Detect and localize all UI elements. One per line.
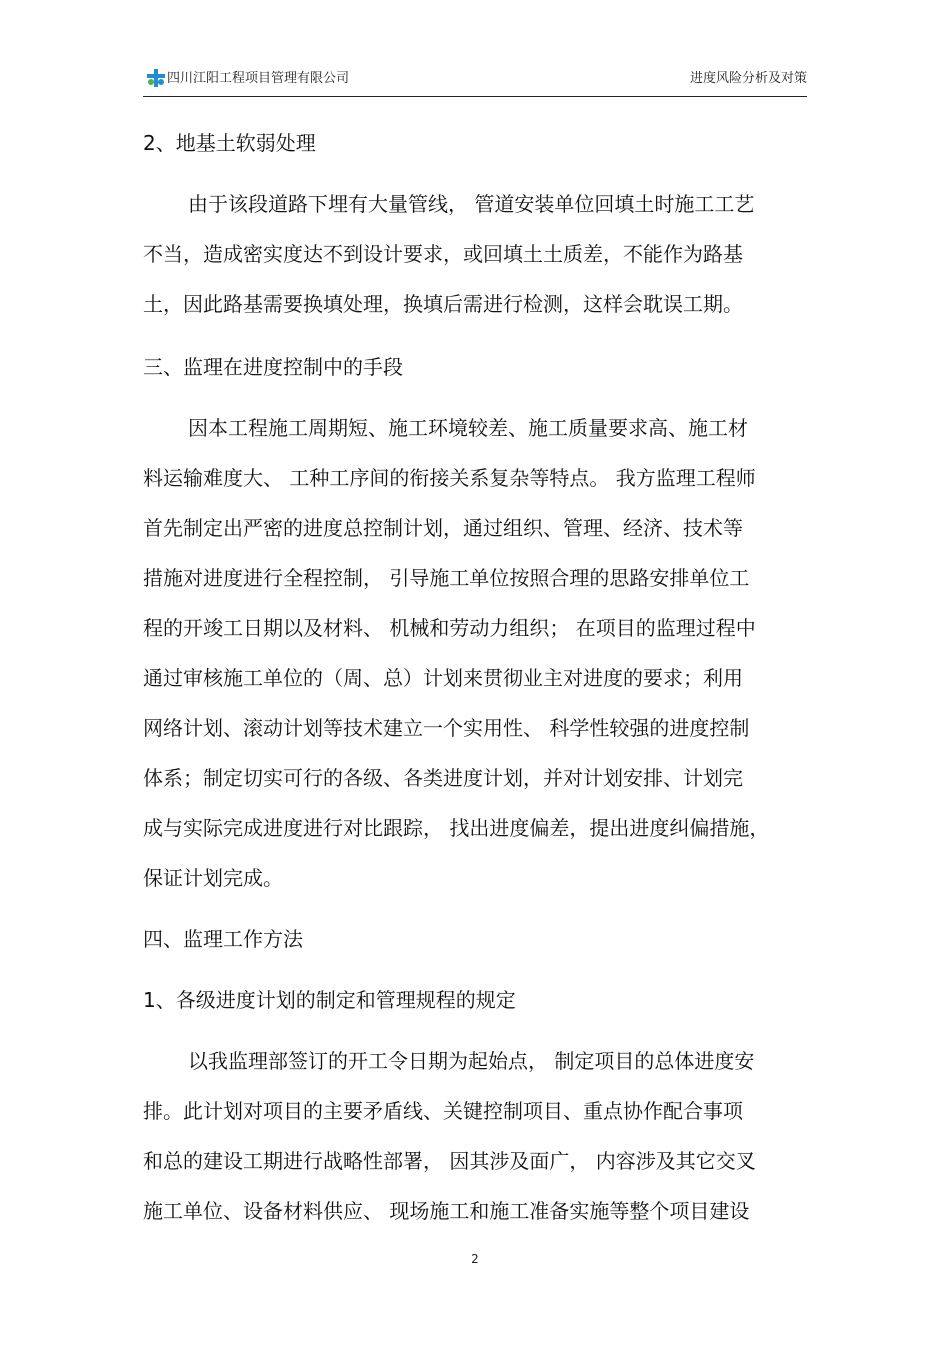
paragraph-line: 措施对进度进行全程控制， 引导施工单位按照合理的思路安排单位工 (143, 566, 750, 590)
paragraph-line: 首先制定出严密的进度总控制计划，通过组织、管理、经济、技术等 (143, 516, 743, 540)
paragraph-line: 排。此计划对项目的主要矛盾线、关键控制项目、重点协作配合事项 (143, 1099, 743, 1123)
page-number: 2 (471, 1252, 479, 1266)
paragraph-line: 和总的建设工期进行战略性部署， 因其涉及面广， 内容涉及其它交叉 (143, 1149, 756, 1173)
paragraph-line: 土，因此路基需要换填处理，换填后需进行检测，这样会耽误工期。 (143, 292, 743, 316)
paragraph-line: 网络计划、滚动计划等技术建立一个实用性、 科学性较强的进度控制 (143, 716, 750, 740)
paragraph-line: 程的开竣工日期以及材料、 机械和劳动力组织； 在项目的监理过程中 (143, 616, 756, 640)
section-heading-3: 三、监理在进度控制中的手段 (143, 355, 403, 379)
paragraph-line: 以我监理部签订的开工令日期为起始点， 制定项目的总体进度安 (188, 1049, 755, 1073)
paragraph-line: 因本工程施工周期短、施工环境较差、施工质量要求高、施工材 (188, 416, 748, 440)
paragraph-line: 保证计划完成。 (143, 866, 283, 890)
subheading-plan-rules: 1、各级进度计划的制定和管理规程的规定 (143, 988, 516, 1012)
header-section-title: 进度风险分析及对策 (689, 71, 807, 86)
page-header (143, 62, 807, 97)
paragraph-line: 施工单位、设备材料供应、 现场施工和施工准备实施等整个项目建设 (143, 1199, 750, 1223)
company-logo-icon (146, 68, 166, 88)
paragraph-line: 成与实际完成进度进行对比跟踪， 找出进度偏差，提出进度纠偏措施， (143, 816, 770, 840)
company-name: 四川江阳工程项目管理有限公司 (167, 71, 350, 86)
subheading-soft-soil: 2、地基土软弱处理 (143, 131, 316, 155)
paragraph-line: 不当，造成密实度达不到设计要求，或回填土土质差，不能作为路基 (143, 242, 743, 266)
section-heading-4: 四、监理工作方法 (143, 927, 303, 951)
paragraph-line: 料运输难度大、 工种工序间的衔接关系复杂等特点。 我方监理工程师 (143, 466, 756, 490)
paragraph-line: 通过审核施工单位的（周、总）计划来贯彻业主对进度的要求；利用 (143, 666, 743, 690)
paragraph-line: 体系；制定切实可行的各级、各类进度计划，并对计划安排、计划完 (143, 766, 743, 790)
paragraph-line: 由于该段道路下埋有大量管线， 管道安装单位回填土时施工工艺 (188, 192, 755, 216)
